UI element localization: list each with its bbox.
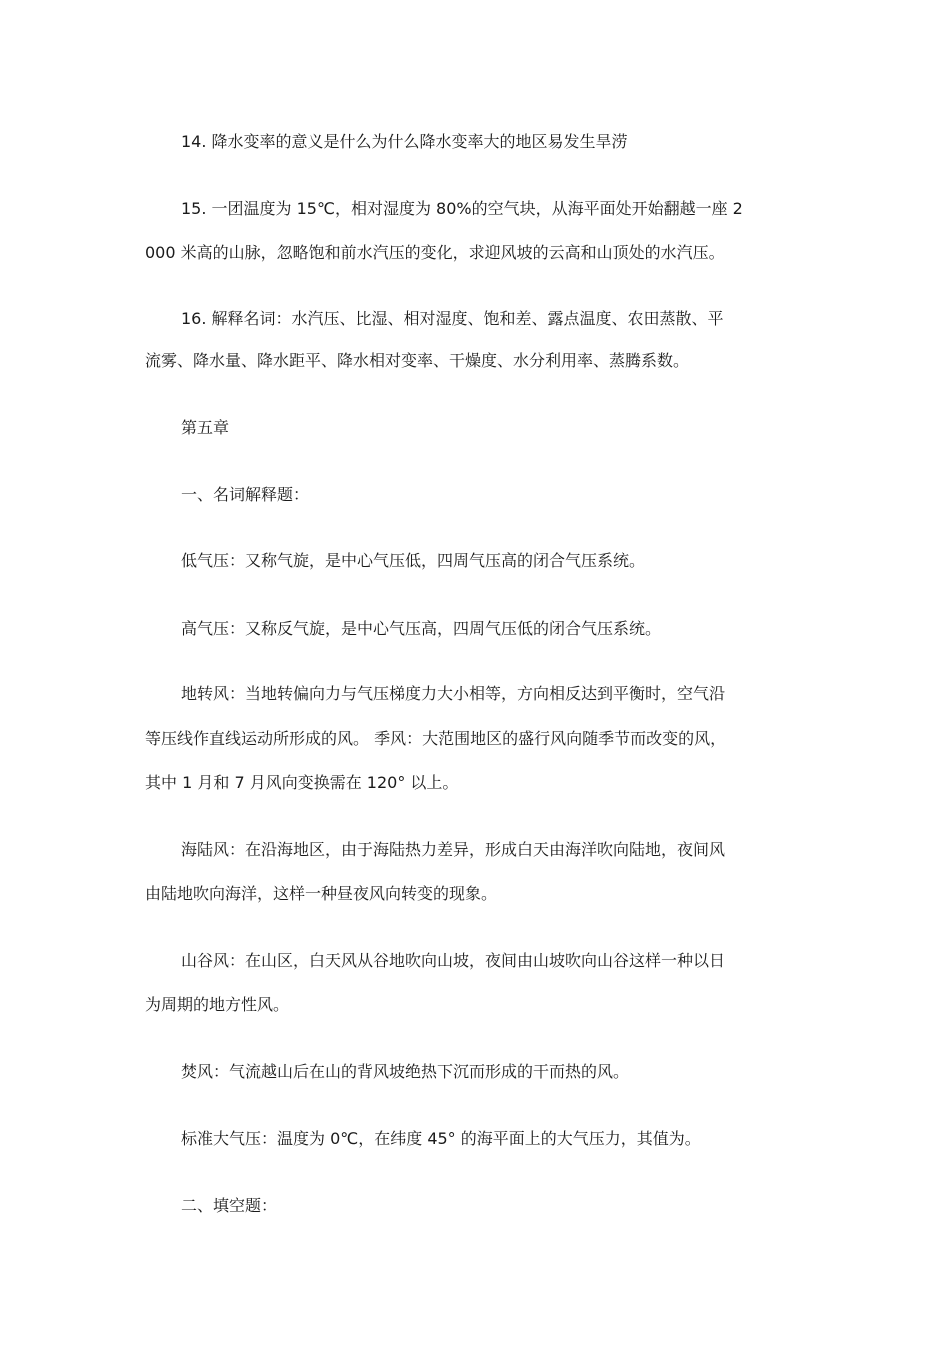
definition-valley-wind-line-2: 为周期的地方性风。 <box>145 995 290 1014</box>
definition-valley-wind-line-1: 山谷风：在山区，白天风从谷地吹向山坡，夜间由山坡吹向山谷这样一种以日 <box>181 951 726 970</box>
definition-geostrophic-line-2: 等压线作直线运动所形成的风。 季风：大范围地区的盛行风向随季节而改变的风， <box>145 729 727 748</box>
question-15-line-2: 000 米高的山脉，忽略饱和前水汽压的变化，求迎风坡的云高和山顶处的水汽压。 <box>145 243 725 262</box>
definition-foehn: 焚风：气流越山后在山的背风坡绝热下沉而形成的干而热的风。 <box>181 1062 630 1081</box>
question-15-line-1: 15. 一团温度为 15℃，相对湿度为 80%的空气块，从海平面处开始翻越一座 2 <box>181 199 743 218</box>
definition-monsoon-line-3: 其中 1 月和 7 月风向变换需在 120° 以上。 <box>145 773 459 792</box>
question-16-line-1: 16. 解释名词：水汽压、比湿、相对湿度、饱和差、露点温度、农田蒸散、平 <box>181 309 724 328</box>
question-16-line-2: 流雾、降水量、降水距平、降水相对变率、干燥度、水分利用率、蒸腾系数。 <box>145 351 690 370</box>
section-1-title: 一、名词解释题： <box>181 485 310 504</box>
definition-low-pressure: 低气压：又称气旋，是中心气压低，四周气压高的闭合气压系统。 <box>181 551 646 570</box>
question-14: 14. 降水变率的意义是什么为什么降水变率大的地区易发生旱涝 <box>181 132 628 151</box>
definition-sea-land-breeze-line-1: 海陆风：在沿海地区，由于海陆热力差异，形成白天由海洋吹向陆地，夜间风 <box>181 840 726 859</box>
definition-high-pressure: 高气压：又称反气旋，是中心气压高，四周气压低的闭合气压系统。 <box>181 619 662 638</box>
definition-standard-atmosphere: 标准大气压：温度为 0℃，在纬度 45° 的海平面上的大气压力，其值为。 <box>181 1129 701 1148</box>
chapter-title: 第五章 <box>181 418 230 437</box>
definition-geostrophic-line-1: 地转风：当地转偏向力与气压梯度力大小相等，方向相反达到平衡时，空气沿 <box>181 684 726 703</box>
section-2-title: 二、填空题： <box>181 1196 278 1215</box>
definition-sea-land-breeze-line-2: 由陆地吹向海洋，这样一种昼夜风向转变的现象。 <box>145 884 498 903</box>
